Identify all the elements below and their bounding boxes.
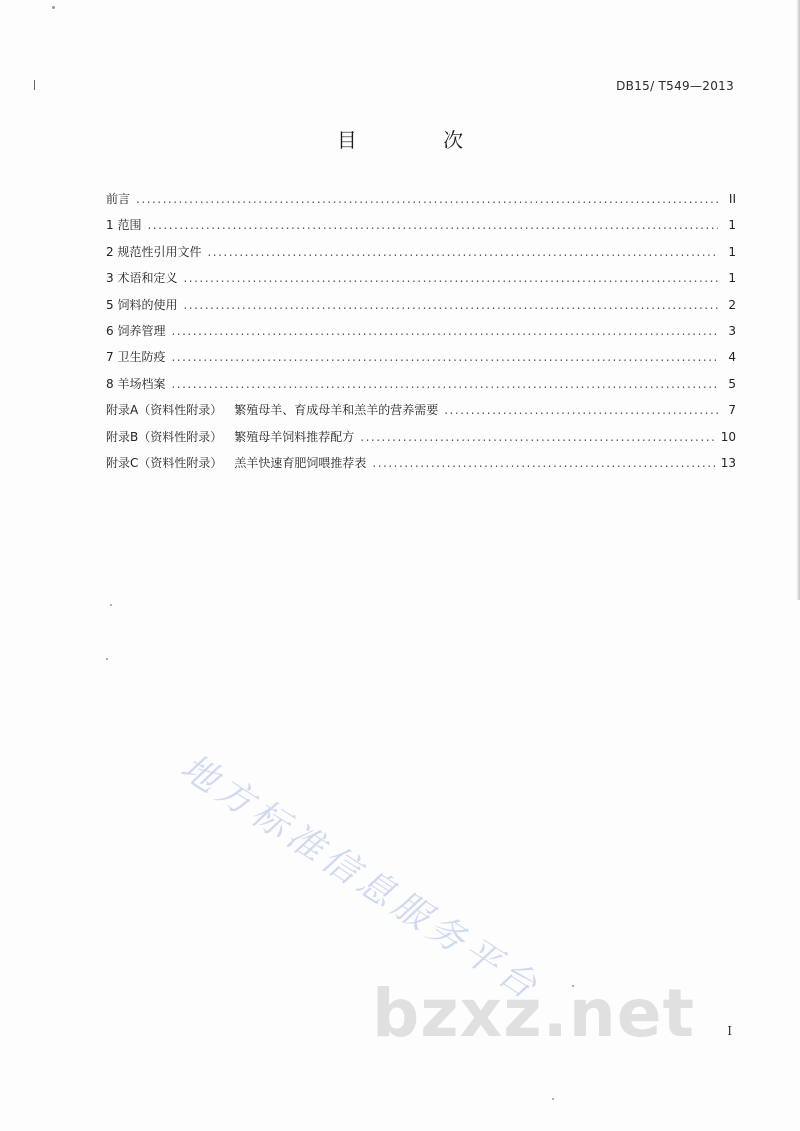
toc-entry-page: 4	[728, 350, 736, 365]
toc-leader-dots	[136, 192, 718, 206]
toc-entry-prefix: 附录B（资料性附录）	[106, 429, 223, 444]
toc-entry[interactable]	[106, 190, 736, 216]
scan-speck	[52, 6, 55, 9]
toc-leader-dots	[183, 271, 718, 285]
toc-entry-page: 10	[720, 429, 736, 444]
toc-entry[interactable]	[106, 322, 736, 348]
toc-entry-label: 6 饲养管理	[106, 323, 166, 338]
toc-entry-page: 7	[728, 403, 736, 418]
toc-entry-label: 2 规范性引用文件	[106, 244, 202, 259]
toc-leader-dots	[171, 324, 718, 338]
toc-entry-page: 13	[720, 455, 736, 470]
toc-entry-page: 1	[728, 271, 736, 286]
toc-entry[interactable]	[106, 348, 736, 374]
toc-entry-label: 繁殖母羊、育成母羊和羔羊的营养需要	[234, 403, 439, 418]
page-number: I	[727, 1024, 732, 1038]
table-of-contents	[106, 190, 736, 480]
toc-leader-dots	[360, 430, 714, 444]
toc-entry-appendix[interactable]	[106, 454, 736, 480]
toc-leader-dots	[207, 245, 718, 259]
toc-entry[interactable]	[106, 216, 736, 242]
toc-entry-label: 繁殖母羊饲料推荐配方	[234, 429, 355, 444]
toc-entry-label: 羔羊快速育肥饲喂推荐表	[234, 455, 367, 470]
toc-entry-page: II	[728, 192, 736, 206]
toc-entry-page: 5	[728, 376, 736, 391]
scan-speck	[552, 1098, 554, 1100]
toc-leader-dots	[147, 218, 718, 232]
toc-entry-label: 3 术语和定义	[106, 271, 178, 286]
toc-entry-prefix: 附录A（资料性附录）	[106, 403, 223, 418]
watermark-logo: bzxz.net	[372, 975, 696, 1052]
toc-entry-page: 3	[728, 323, 736, 338]
toc-entry-page: 1	[728, 244, 736, 259]
standard-code: DB15/ T549—2013	[616, 79, 734, 93]
scan-edge-shadow	[796, 0, 800, 600]
toc-leader-dots	[183, 298, 718, 312]
toc-entry-label: 1 范围	[106, 218, 142, 233]
toc-entry-appendix[interactable]	[106, 428, 736, 454]
toc-entry-appendix[interactable]	[106, 401, 736, 427]
toc-entry-label: 5 饲料的使用	[106, 297, 178, 312]
toc-entry[interactable]	[106, 296, 736, 322]
toc-entry-page: 1	[728, 218, 736, 233]
toc-leader-dots	[171, 377, 718, 391]
toc-leader-dots	[171, 350, 718, 364]
watermark-text: 地方标准信息服务平台	[173, 746, 548, 1010]
scan-mark	[34, 80, 35, 90]
toc-entry-page: 2	[728, 297, 736, 312]
toc-entry-label: 8 羊场档案	[106, 376, 166, 391]
toc-entry[interactable]	[106, 375, 736, 401]
toc-entry[interactable]	[106, 269, 736, 295]
page-title: 目 次	[336, 128, 504, 152]
scan-speck	[106, 658, 108, 660]
toc-entry[interactable]	[106, 243, 736, 269]
toc-leader-dots	[372, 456, 714, 470]
toc-entry-prefix: 附录C（资料性附录）	[106, 455, 223, 470]
toc-entry-label: 7 卫生防疫	[106, 350, 166, 365]
toc-entry-label: 前言	[106, 192, 131, 206]
scan-speck	[110, 604, 112, 606]
toc-leader-dots	[444, 403, 718, 417]
